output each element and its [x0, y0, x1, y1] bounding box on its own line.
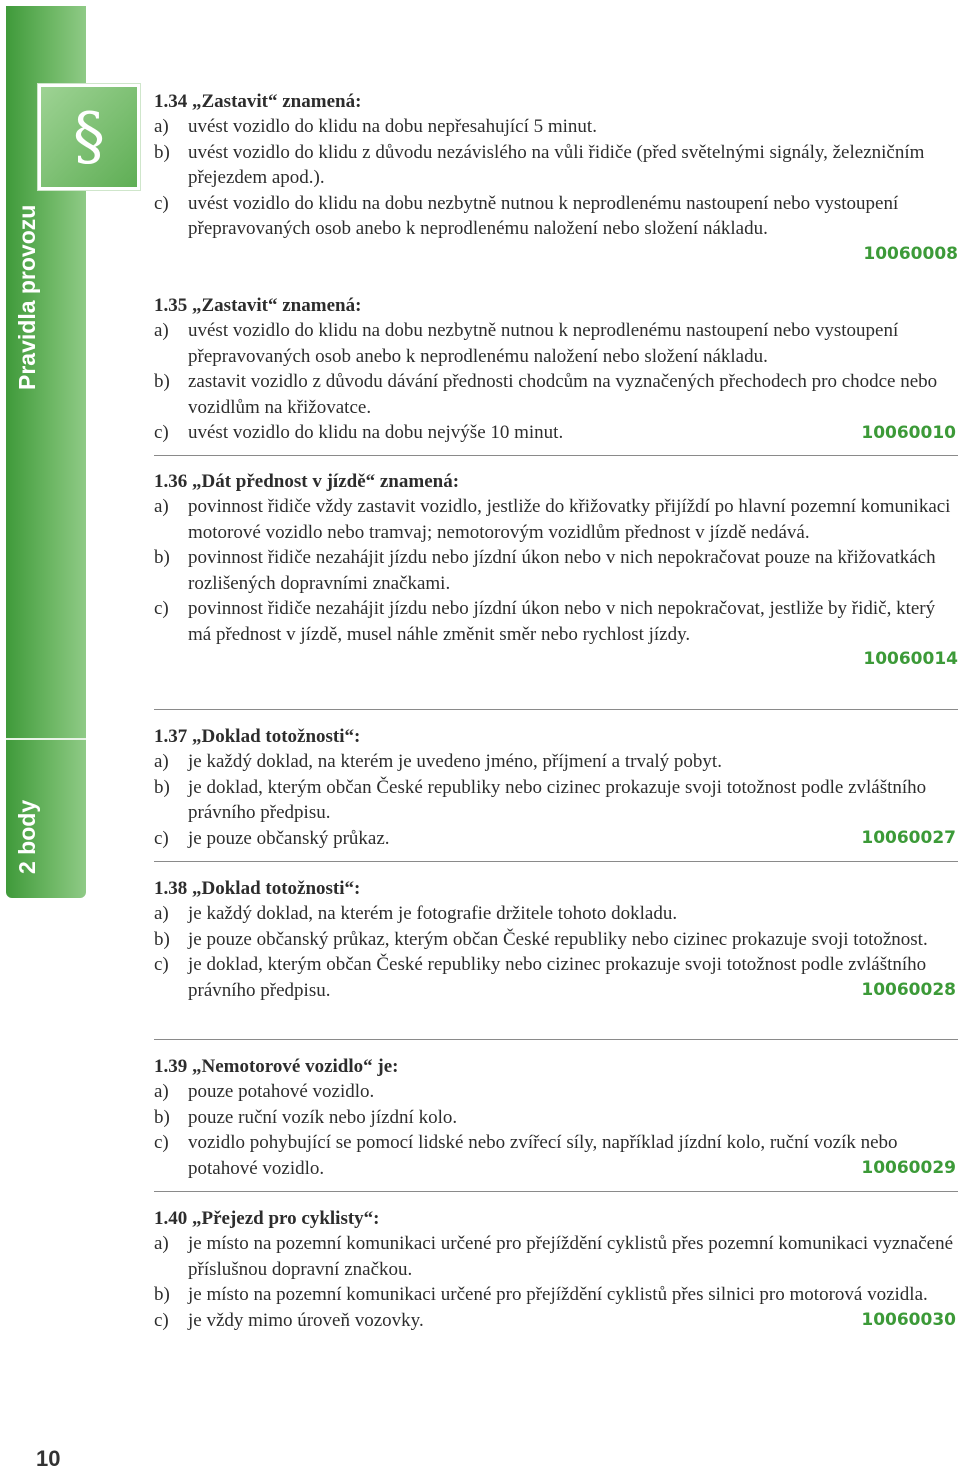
section-symbol-icon — [38, 84, 140, 190]
question-code: 10060010 — [861, 422, 956, 443]
question-code: 10060014 — [863, 649, 958, 669]
question-heading: 1.37 „Doklad totožnosti“: — [154, 726, 361, 747]
points-label: 2 body — [14, 799, 40, 874]
question-code: 10060027 — [861, 828, 956, 848]
page-number: 10 — [36, 1446, 61, 1471]
answer-b: b) je místo na pozemní komunikaci určené pro přejíždění cyklistů přes silnici pro motorová vozidla. — [154, 1284, 928, 1305]
section-label: Pravidla provozu — [14, 204, 40, 390]
question-heading: 1.39 „Nemotorové vozidlo“ je: — [154, 1056, 399, 1077]
separator — [154, 455, 958, 456]
answer-b: b) pouze ruční vozík nebo jízdní kolo. — [154, 1106, 458, 1128]
separator — [154, 1039, 958, 1040]
section-symbol: § — [73, 100, 105, 174]
answer-a: a) uvést vozidlo do klidu na dobu nepřesahující 5 minut. — [154, 116, 597, 137]
answer-a: a) je místo na pozemní komunikaci určené pro přejíždění cyklistů přes pozemní komunikaci vyznačené příslušnou dopravní značkou. — [154, 1233, 954, 1280]
answer-a: a) je každý doklad, na kterém je uvedeno jméno, příjmení a trvalý pobyt. — [154, 751, 722, 772]
answer-c: c) je vždy mimo úroveň vozovky. 10060030 — [154, 1308, 958, 1334]
answer-a: a) pouze potahové vozidlo. — [154, 1081, 375, 1102]
answer-b: b) uvést vozidlo do klidu z důvodu nezávislého na vůli řidiče (před světelnými signály, železničním přejezdem apod.). — [154, 141, 925, 188]
answer-a: a) povinnost řidiče vždy zastavit vozidlo, jestliže do křižovatky přijíždí po hlavní pozemní komunikaci motorové vozidlo nebo tramvaj; nemotorovým vozidlům přednost v jízdě nedává. — [154, 496, 951, 543]
answer-c: c) vozidlo pohybující se pomocí lidské nebo zvířecí síly, například jízdní kolo, ruční vozík nebo potahové vozidlo. 10060029 — [154, 1130, 958, 1181]
answer-c: c) povinnost řidiče nezahájit jízdu nebo jízdní úkon nebo v nich nepokračovat, jestliže by řidič, který má přednost v jízdě, musel náhle změnit směr nebo rychlost jízdy. — [154, 598, 936, 645]
question-code: 10060008 — [863, 243, 958, 264]
answer-c: c) uvést vozidlo do klidu na dobu nejvýše 10 minut. 10060010 — [154, 420, 958, 446]
answer-b: b) zastavit vozidlo z důvodu dávání přednosti chodcům na vyznačených přechodech pro chodce nebo vozidlům na křižovatce. — [154, 371, 938, 418]
question-1-35 — [154, 293, 958, 446]
question-1-36 — [154, 469, 958, 672]
answer-c: c) je pouze občanský průkaz. 10060027 — [154, 826, 958, 852]
question-1-34 — [154, 89, 958, 267]
question-code: 10060030 — [861, 1310, 956, 1330]
separator — [154, 861, 958, 862]
answer-b: b) je doklad, kterým občan České republiky nebo cizinec prokazuje svoji totožnost podle zvláštního právního předpisu. — [154, 776, 927, 823]
sidebar-divider — [6, 738, 86, 740]
question-heading: 1.35 „Zastavit“ znamená: — [154, 295, 362, 316]
answer-a: a) uvést vozidlo do klidu na dobu nezbytně nutnou k neprodlenému nastoupení nebo vystoupení přepravovaných osob anebo k neprodlenému naložení nebo složení nákladu. — [154, 320, 899, 367]
question-code: 10060029 — [861, 1158, 956, 1178]
question-1-40 — [154, 1206, 958, 1333]
question-1-37 — [154, 724, 958, 851]
question-heading: 1.40 „Přejezd pro cyklisty“: — [154, 1208, 380, 1229]
answer-c: c) je doklad, kterým občan České republiky nebo cizinec prokazuje svoji totožnost podle zvláštního právního předpisu. 10060028 — [154, 952, 958, 1003]
question-heading: 1.34 „Zastavit“ znamená: — [154, 91, 362, 112]
answer-c: c) uvést vozidlo do klidu na dobu nezbytně nutnou k neprodlenému nastoupení nebo vystoupení přepravovaných osob anebo k neprodlenému naložení nebo složení nákladu. — [154, 192, 899, 239]
answer-a: a) je každý doklad, na kterém je fotografie držitele tohoto dokladu. — [154, 903, 678, 924]
answer-b: b) povinnost řidiče nezahájit jízdu nebo jízdní úkon nebo v nich nepokračovat pouze na křižovatkách rozlišených dopravními značkami. — [154, 547, 936, 594]
question-heading: 1.36 „Dát přednost v jízdě“ znamená: — [154, 471, 460, 492]
question-code: 10060028 — [861, 980, 956, 1000]
question-1-38 — [154, 876, 958, 1003]
separator — [154, 1191, 958, 1192]
separator — [154, 709, 958, 710]
answer-b: b) je pouze občanský průkaz, kterým občan České republiky nebo cizinec prokazuje svoji totožnost. — [154, 928, 928, 950]
question-1-39 — [154, 1054, 958, 1181]
question-heading: 1.38 „Doklad totožnosti“: — [154, 878, 361, 899]
